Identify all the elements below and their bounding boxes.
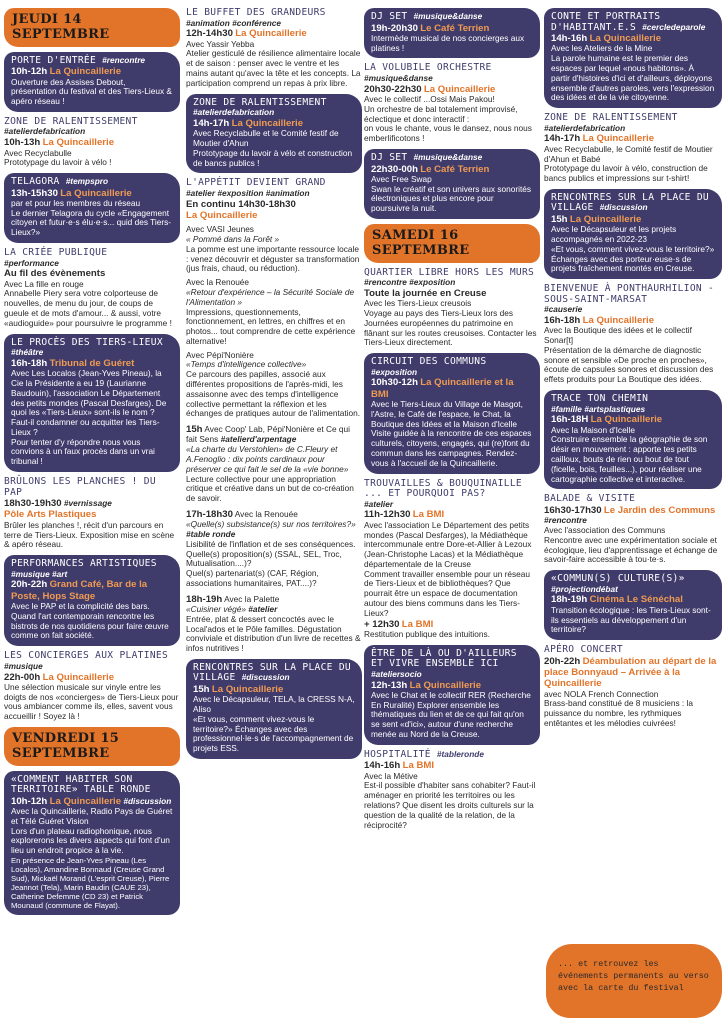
event-trace-ton-chemin <box>544 390 722 489</box>
event-time: 12h-13h <box>371 679 408 691</box>
event-tag: #discussion <box>123 795 172 806</box>
event-place: La BMI <box>412 509 445 521</box>
event-time: 15h <box>193 683 210 695</box>
event-title: RENCONTRES SUR LA PLACE DU VILLAGE <box>193 661 351 684</box>
event-description: Avec le collectif ...Ossi Mais Pakou! Un orchestre de bal totalement improvisé, éclectique et donc interactif : on vous le chante, vous le dansez, nous nous emberlificotons ! <box>364 94 532 144</box>
event-apero-concert <box>544 645 722 729</box>
event-tag: #projectiondébat <box>551 583 618 594</box>
event-tag: #famille #artsplastiques <box>551 403 646 414</box>
event-description: Avec Les Localos (Jean-Yves Pineau), la Cie la Présidente a eu 19 (Laurianne Baudouin), l'association Le Département des petits mondes (Pascal Desfarges). De quoi les «Tiers-Lieux» sont-ils le nom ? Faut-il condamner ou acquitter les Tiers-Lieux ? Pour tenter d'y répondre nous vous convions à un faux procès dans un vrai tribunal ! <box>11 368 167 467</box>
event-title: CONTE ET PORTRAITS D'HABITANT.E.S <box>551 11 661 33</box>
event-tag: #atelierdefabrication <box>544 122 626 133</box>
event-time: 10h-13h <box>4 137 41 149</box>
event-tag: #musique #art <box>11 568 68 579</box>
event-telagora <box>4 173 180 243</box>
event-title: LA VOLUBILE ORCHESTRE <box>364 62 492 74</box>
event-title: TROUVAILLES & BOUQUINAILLE ... ET POURQUOI PAS? <box>364 477 522 500</box>
event-tag: #rencontre #exposition <box>364 277 456 288</box>
event-rencontres-place-village <box>186 659 362 759</box>
event-lead: Avec la Palette <box>224 593 280 604</box>
event-place: La Quincaillerie <box>569 213 642 225</box>
event-tag: #ateliersocio <box>371 668 422 679</box>
event-tag: #atelierdefabrication <box>193 107 275 118</box>
event-etre-de-la <box>364 645 540 745</box>
event-quartier-libre <box>364 268 540 349</box>
day-header-saturday: SAMEDI 16 SEPTEMBRE <box>364 224 540 263</box>
event-time: 22h30-00h <box>371 163 418 175</box>
event-title: «COMMENT HABITER SON TERRITOIRE» TABLE RONDE <box>11 773 151 796</box>
event-place: La Quincaillerie <box>235 28 307 40</box>
event-place: La Quincaillerie <box>589 33 662 45</box>
event-description: Avec les Tiers-Lieux creusois Voyage au pays des Tiers-Lieux lors des Journées européennes du patrimoine en flânant sur les routes creusoises. Contacter les Tiers-Lieux directement. <box>364 298 537 348</box>
event-criee-publique <box>4 248 180 329</box>
event-title: ZONE DE RALENTISSEMENT <box>193 96 327 108</box>
event-time: 16h30-17h30 <box>544 504 602 516</box>
event-time: 10h30-12h <box>371 377 418 389</box>
event-place: Grand Café, Bar de la Poste, Hops Stage <box>11 579 148 602</box>
event-subsistances <box>186 509 362 589</box>
event-description: Avec le Décapsuleur et les projets accompagnés en 2022-23 «Et vous, comment vivez-vous le territoire?» Échanges avec des porteur·euse·s de projets fraîchement montés en Creuse. <box>551 224 715 274</box>
event-zone-ralentissement <box>4 117 180 168</box>
event-time: 14h-17h <box>193 117 230 129</box>
event-porte-entree <box>4 52 180 112</box>
event-place: La Quincaillerie et la BMI <box>371 377 514 400</box>
event-place: Le Café Terrien <box>420 163 490 175</box>
event-title: QUARTIER LIBRE HORS LES MURS <box>364 266 535 278</box>
event-tag: #animation #conférence <box>186 17 281 28</box>
event-place: La Quincaillerie <box>409 679 482 691</box>
event-place: La Quincaillerie <box>186 209 258 221</box>
event-time: 20h-22h <box>544 655 581 667</box>
event-time: 22h-00h <box>4 671 41 683</box>
day-header-thursday: JEUDI 14 SEPTEMBRE <box>4 8 180 47</box>
footer-note: ... et retrouvez les événements permanents au verso avec la carte du festival <box>558 959 709 994</box>
event-description: avec NOLA French Connection Brass-band constitué de 8 musiciens : la puissance du nombre, les rythmiques entêtantes et les mélodies cuivrées! <box>544 688 693 728</box>
event-tag: #théâtre <box>11 347 44 358</box>
event-comment-habiter <box>4 771 180 916</box>
event-place: La Quincaillerie <box>423 83 496 95</box>
event-title: ÊTRE DE LÀ OU D'AILLEURS ET VIVRE ENSEMBLE ICI <box>371 647 517 670</box>
event-time: 14h-16h <box>551 33 588 45</box>
event-title: LES CONCIERGES AUX PLATINES <box>4 650 169 662</box>
event-dj-set-1 <box>364 8 540 58</box>
event-balade-visite <box>544 494 722 565</box>
event-tag: #discussion <box>599 202 648 213</box>
event-communs-cultures <box>544 570 722 640</box>
event-title: TRACE TON CHEMIN <box>551 393 649 405</box>
event-place: La Quincaillerie <box>211 683 284 695</box>
event-guests: En présence de Jean-Yves Pineau (Les Localos), Amandine Bonnaud (Creuse Grand Sud), Mickaël Morand (L'esprit Creuse), Pierre Jeannot (Tela), Marin Baudin (CAUE 23), Catherine Defemme (CD 23) et Patrick Mounaud (commune de Flayat). <box>11 855 170 911</box>
event-title: DJ SET <box>371 151 408 163</box>
event-time: 18h30-19h30 <box>4 498 62 510</box>
event-description: Avec Recyclabulle, le Comité festif de Moutier d'Ahun et Babé Prototypage du lavoir à vélo, construction de bancs publics et impressions sur t-shirt! <box>544 143 713 184</box>
event-place: La Quincaillerie <box>49 795 122 807</box>
event-title: PORTE D'ENTRÉE <box>11 54 97 66</box>
event-tag: #atelier #exposition #animation <box>186 187 310 198</box>
event-time: 19h-20h30 <box>371 22 418 34</box>
column-4 <box>544 8 722 734</box>
event-description: Transition écologique : les Tiers-Lieux sont-ils essentiels au développement d'un territoire? <box>551 604 711 635</box>
event-description: Avec la Métive Est-il possible d'habiter sans cohabiter? Faut-il aménager en priorité les territoires ou les relations? Que disent les droits culturels sur la question de la qualité de la relation, de la réciprocité? <box>364 770 536 830</box>
event-tag: #tempspro <box>65 176 109 187</box>
activity-title: «Cuisiner végé» <box>186 603 246 614</box>
event-time: En continu 14h30-18h30 <box>186 198 296 210</box>
event-title: BRÛLONS LES PLANCHES ! DU PAP <box>4 476 156 498</box>
event-title: RENCONTRES SUR LA PLACE DU VILLAGE <box>551 191 709 214</box>
event-tag: #musique&danse <box>413 151 483 162</box>
event-circuit-communs <box>364 353 540 473</box>
event-time: 14h-16h <box>364 760 401 772</box>
event-extra-description: Restitution publique des intuitions. <box>364 628 490 639</box>
event-description: Une sélection musicale sur vinyle entre les doigts de nos «concierges» de Tiers-Lieux pour vous ambiancer comme ils, elles, savent vous accueillir ! Soyez là ! <box>4 681 179 722</box>
event-title: LA CRIÉE PUBLIQUE <box>4 247 108 259</box>
event-tag: #vernissage <box>63 498 112 509</box>
event-description: par et pour les membres du réseau Le dernier Telagora du cycle «Engagement citoyen et futur·e·s élu·e·s... quid des Tiers-Lieux?» <box>11 197 172 238</box>
event-description: Avec Free Swap Swan le créatif et son univers aux sonorités électroniques et plus encore pour poursuivre la nuit. <box>371 173 532 214</box>
event-place: La Quincaillerie <box>231 117 304 129</box>
event-place: Tribunal de Guéret <box>49 357 135 369</box>
event-title: HOSPITALITÉ <box>364 748 431 760</box>
event-description: Intermède musical de nos concierges aux platines ! <box>371 32 525 53</box>
activity-title: «Retour d'expérience – la Sécurité Sociale de l'Alimentation » <box>186 286 355 307</box>
event-extra-time: + 12h30 <box>364 618 400 630</box>
event-description: Entrée, plat & dessert concoctés avec le Local'ados et le Pôle familles. Dégustation conviviale et distribution d'un livre de recettes & infos nutritives ! <box>186 613 361 654</box>
event-trouvailles <box>364 479 540 640</box>
event-description: Avec Yassir Yebba Atelier gesticulé de résilience alimentaire locale et de saison : penser avec le ventre et les mains autant qu'avec la tête et les concepts. La participation comprend un repas à prix libre. <box>186 38 361 88</box>
event-title: PERFORMANCES ARTISTIQUES <box>11 558 157 570</box>
event-description: Avec l'association Le Département des petits mondes (Pascal Desfarges), la Médiathèque intercommunale entre Dore-et-Allier à Lezoux (Jean-Christophe Lacas) et la Médiathèque départementale de la Creuse Comment travailler ensemble pour un réseau de Tiers-Lieux et de bibliothèques? Que pourrait être un espace de documentation autour des biens communs dans les Tiers-Lieux? <box>364 519 532 618</box>
event-time: 20h-22h <box>11 579 48 591</box>
partner-name: Avec la Renouée <box>186 277 250 288</box>
event-appetit-grand <box>186 178 362 419</box>
event-tag: #rencontre <box>544 515 587 526</box>
event-rencontres-place-village-2 <box>544 189 722 279</box>
event-time: 18h-19h <box>186 593 223 605</box>
event-description: Avec Recyclabulle Prototypage du lavoir à vélo ! <box>4 147 112 168</box>
event-place: La Quincaillerie <box>590 414 663 426</box>
activity-title: «Quelle(s) subsistance(s) sur nos territoires?» <box>186 519 356 530</box>
event-description: Lisibilité de l'inflation et de ses conséquences. Quelle(s) proposition(s) (SSAL, SEL, Troc, Mutualisation....)? Quel(s) partenariat(s) (CAF, Région, associations humanitaires, PAT....)? <box>186 538 356 588</box>
event-tag: #discussion <box>241 672 290 683</box>
day-header-friday: VENDREDI 15 SEPTEMBRE <box>4 727 180 766</box>
event-time: 12h-14h30 <box>186 28 233 40</box>
event-tag: #atelier <box>364 498 394 509</box>
event-conte-portraits <box>544 8 722 108</box>
event-lead: Avec la Renouée <box>234 508 298 519</box>
partner-name: Avec VASI Jeunes <box>186 224 254 235</box>
event-description: Avec le Décapsuleur, TELA, la CRESS N-A, Aliso «Et vous, comment vivez-vous le territoire?» Échanges avec des professionnel·le·s de l'accompagnement de projets ESS. <box>193 694 355 754</box>
event-tag: #atelierd'arpentage <box>220 434 297 445</box>
event-title: APÉRO CONCERT <box>544 644 623 656</box>
event-place: La Quincaillerie <box>49 66 122 78</box>
event-place: La Quincaillerie <box>582 133 655 145</box>
event-zone-ralentissement-3 <box>544 113 722 184</box>
event-time: Toute la journée en Creuse <box>364 287 487 299</box>
event-tag: #tableronde <box>436 748 484 759</box>
activity-title: «Temps d'intelligence collective» <box>186 359 307 370</box>
event-lead: Avec Coop' Lab, Pépi'Nonière et Ce qui fait Sens <box>186 424 350 445</box>
event-concierges-platines <box>4 651 180 722</box>
event-title: ZONE DE RALENTISSEMENT <box>544 112 678 124</box>
event-tag: #musique&danse <box>364 72 433 83</box>
event-tag: #causerie <box>544 304 583 315</box>
event-description: Avec le Chat et le collectif RER (Recherche En Ruralité) Explorer ensemble les thématiques du lien et de ce qui fait qu'on se sent «d'ici», autour d'une recherche menée au Nord de la Creuse. <box>371 689 531 739</box>
event-description: Ouverture des Assises Debout, présentation du festival et des Tiers-Lieux & apéro réseau ! <box>11 76 172 107</box>
event-description: Avec la Boutique des idées et le collectif Sonar[t] Présentation de la démarche de diagnostic sonore et sensible «De proche en proches», écoute de capsules sonores et discussion des effets produits pour La Boutique des idées. <box>544 325 714 385</box>
event-description: Avec la Quincaillerie, Radio Pays de Guéret et Télé Guéret Vision Lors d'un plateau radiophonique, nous explorerons les divers aspects qui font d'un lieu un endroit propice à la vie. <box>11 806 173 856</box>
event-time: 14h-17h <box>544 133 581 145</box>
event-bienvenue-ponthaurhilion <box>544 284 722 385</box>
event-tag: #musique <box>4 660 43 671</box>
event-tag: #musique&danse <box>413 11 483 21</box>
activity-title: « Pommé dans la Forêt » <box>186 234 280 245</box>
event-time: 11h-12h30 <box>364 509 411 521</box>
event-place: La BMI <box>402 760 435 772</box>
event-extra-place: La BMI <box>401 618 434 630</box>
event-place: Cinéma Le Sénéchal <box>589 594 683 606</box>
event-place: Pôle Arts Plastiques <box>4 509 97 521</box>
event-description: Avec le PAP et la complicité des bars. Quand l'art contemporain rencontre les bistrots de nos quotidiens pour faire œuvre comme on fait société. <box>11 601 169 641</box>
event-description: Avec les Ateliers de la Mine La parole humaine est le premier des espaces par lequel «nous habitons». À partir d'histoires d'ici et d'ailleurs, déployons ensemble d'autres paroles, vers l'expression des idées et de la vie citoyenne. <box>551 43 715 103</box>
event-description: Avec La fille en rouge Annabelle Piery sera votre colporteuse de nouvelles, de menu du jour, de coups de gueule et de mots d'amour... & aussi, votre «audioguide» pour poursuivre le programme ! <box>4 278 172 328</box>
event-cuisiner-vege <box>186 594 362 654</box>
event-time: 10h-12h <box>11 66 48 78</box>
event-tag: #cercledeparole <box>642 21 706 32</box>
event-title: TELAGORA <box>11 176 60 188</box>
event-description: Lecture collective pour une appropriation critique et créative dans un but de co-création de savoir. <box>186 473 354 504</box>
event-time: 17h-18h30 <box>186 508 233 520</box>
event-time: 16h-18h <box>11 357 48 369</box>
event-tag: #atelierdefabrication <box>4 126 86 137</box>
event-title: LE BUFFET DES GRANDEURS <box>186 7 326 18</box>
event-title: ZONE DE RALENTISSEMENT <box>4 115 138 127</box>
column-3 <box>364 8 540 835</box>
event-time: 10h-12h <box>11 795 48 807</box>
event-time: 13h-15h30 <box>11 187 58 199</box>
event-tag: #exposition <box>371 366 418 377</box>
event-description: Brûler les planches !, récit d'un parcours en terre de Tiers-Lieux. Exposition mise en scène & apéro réseau. <box>4 519 175 550</box>
event-tag: #table ronde <box>186 528 236 539</box>
event-title: L'APPÉTIT DEVIENT GRAND <box>186 177 326 189</box>
event-place: La Quincaillerie <box>582 315 655 327</box>
event-proces-tiers-lieux <box>4 334 180 472</box>
event-hospitalite <box>364 750 540 831</box>
column-2 <box>186 8 362 764</box>
event-time: 16h-18h <box>544 315 581 327</box>
event-description: Avec l'association des Communs Rencontre avec une expérimentation sociale et écologique, lieu d'apprentissage et échange de savoir-faire accessible à tou·te·s. <box>544 525 718 565</box>
event-dj-set-2 <box>364 149 540 219</box>
event-place: Le Café Terrien <box>420 22 490 34</box>
event-description: Avec Recyclabulle et le Comité festif de Moutier d'Ahun Prototypage du lavoir à vélo et construction de bancs publics ! <box>193 128 353 168</box>
event-volubile-orchestre <box>364 63 540 144</box>
event-brulons-planches <box>4 477 180 550</box>
event-tag: #atelier <box>248 603 278 614</box>
event-time: Au fil des évènements <box>4 268 106 280</box>
event-description: Avec la Maison d'Icelle Construire ensemble la géographie de son désir en mouvement : apporte tes petits cailloux, bouts de rien ou bout de tout (ficelle, bois, feuilles...), pour réaliser une cartographie collective et interactive. <box>551 424 708 484</box>
event-description: Avec le Tiers-Lieux du Village de Masgot, l'Astre, le Café de l'espace, le Chat, la Boutique des Idées et la Maison d'Icelle Visite guidée à la rencontre de ces espaces culturels, citoyens, engagés, qui (re)font du commun dans les campagnes. Rendez-vous à l'accueil de la Quincaillerie. <box>371 399 532 468</box>
event-place: Déambulation au départ de la place Bonnyaud – Arrivée à la Quincaillerie <box>544 655 717 690</box>
event-zone-ralentissement-2 <box>186 94 362 174</box>
event-time: 16h-18H <box>551 414 589 426</box>
event-time: 18h-19h <box>551 594 588 606</box>
event-time: 15h <box>551 213 568 225</box>
event-place: La Quincaillerie <box>42 137 115 149</box>
activity-title: «La charte du Verstohlen» de C.Fleury et A.Fenoglio : dix points cardinaux pour préserver ce qui fait le sel de la «vie bonne» <box>186 444 349 474</box>
event-charte-verstohlen <box>186 424 362 504</box>
event-place: La Quincaillerie <box>42 671 115 683</box>
event-time: 15h <box>186 424 203 436</box>
event-title: LE PROCÈS DES TIERS-LIEUX <box>11 336 163 348</box>
event-title: CIRCUIT DES COMMUNS <box>371 356 487 368</box>
event-title: BALADE & VISITE <box>544 493 636 505</box>
partner-name: Avec Pépi'Nonière <box>186 349 254 360</box>
event-place: Le Jardin des Communs <box>603 504 716 516</box>
event-title: DJ SET <box>371 11 408 22</box>
column-1 <box>4 8 180 920</box>
event-buffet-grandeurs <box>186 8 362 89</box>
activity-description: Ce parcours des papilles, associé aux différentes propositions de l'après-midi, les assaisonne avec des temps d'intelligence collective permettant la réflexion et les échanges de pratiques autour de l'alimentation. <box>186 369 361 419</box>
event-time: 20h30-22h30 <box>364 83 422 95</box>
event-place: La Quincaillerie <box>60 187 132 199</box>
activity-description: Impressions, questionnements, fonctionnement, en lettres, en chiffres et en photos... tout comprendre de cette expérience alternative! <box>186 306 356 346</box>
event-tag: #performance <box>4 257 59 268</box>
event-performances-artistiques <box>4 555 180 646</box>
footer-note-bubble <box>546 944 722 1018</box>
event-title: BIENVENUE À PONTHAURHILION -SOUS-SAINT-MARSAT <box>544 283 715 305</box>
activity-description: La pomme est une importante ressource locale : venez découvrir et déguster sa transformation (jus frais, chaud, ou réduction). <box>186 243 360 274</box>
event-tag: #rencontre <box>102 54 146 65</box>
event-title: «COMMUN(S) CULTURE(S)» <box>551 573 685 585</box>
